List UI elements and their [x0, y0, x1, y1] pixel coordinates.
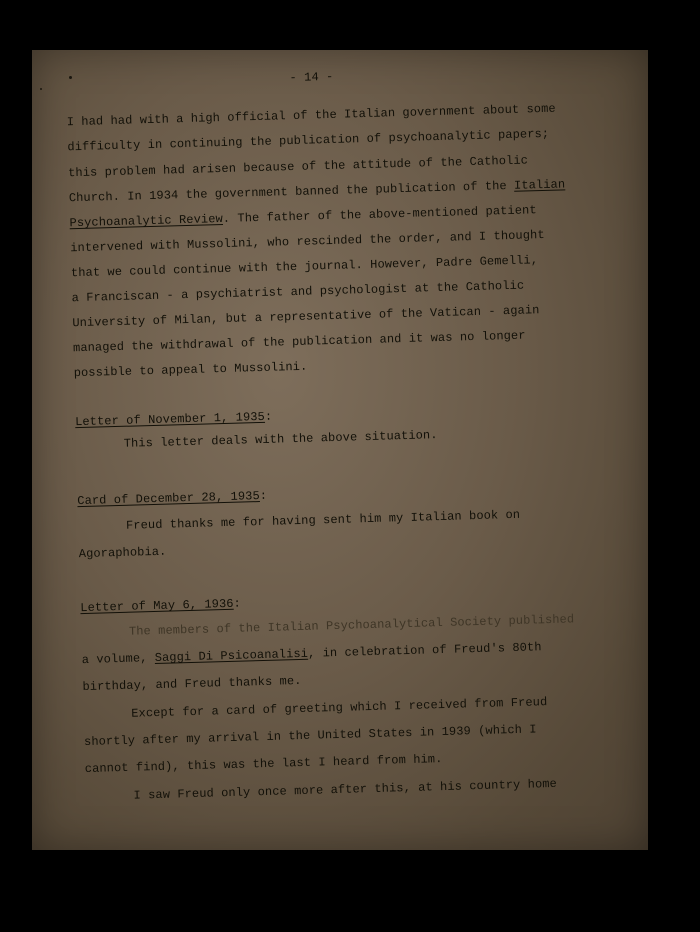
section-text: This letter deals with the above situation. — [123, 428, 438, 451]
paragraph-line: Church. In 1934 the government banned the publication of the Italian — [68, 177, 566, 206]
page-number: - 14 - — [289, 69, 334, 86]
section-heading: Letter of May 6, 1936: — [80, 596, 242, 616]
paragraph-line: that we could continue with the journal. However, Padre Gemelli, — [70, 253, 539, 281]
paragraph-line: I had had with a high official of the Italian government about some — [66, 101, 556, 130]
section-heading: Card of December 28, 1935: — [77, 488, 268, 509]
section-text: birthday, and Freud thanks me. — [82, 673, 302, 695]
paragraph-line: University of Milan, but a representative of the Vatican - again — [72, 303, 540, 331]
paragraph-line: this problem had arisen because of the attitude of the Catholic — [67, 153, 529, 181]
paragraph-line: difficulty in continuing the publication of psychoanalytic papers; — [67, 126, 550, 155]
section-text: Agoraphobia. — [78, 544, 167, 562]
section-text: The members of the Italian Psychoanalytical Society published — [128, 612, 575, 639]
paragraph-line: intervened with Mussolini, who rescinded the order, and I thought — [70, 227, 545, 256]
journal-title-part2: Psychoanalytic Review — [69, 211, 224, 231]
document-page — [32, 50, 648, 850]
section-text: cannot find), this was the last I heard from him. — [84, 752, 443, 777]
section-text: I saw Freud only once more after this, at his country home — [133, 776, 558, 803]
paragraph-line: a Franciscan - a psychiatrist and psychologist at the Catholic — [71, 278, 525, 306]
section-text: a volume, Saggi Di Psicoanalisi, in celebration of Freud's 80th — [81, 640, 542, 668]
paragraph-line: Psychoanalytic Review. The father of the above-mentioned patient — [69, 203, 537, 231]
section-text: Freud thanks me for having sent him my Italian book on — [125, 507, 521, 533]
section-text: Except for a card of greeting which I received from Freud — [131, 695, 548, 721]
section-text: shortly after my arrival in the United States in 1939 (which I — [83, 722, 537, 750]
paragraph-line: possible to appeal to Mussolini. — [73, 359, 308, 381]
book-title: Saggi Di Psicoanalisi — [154, 646, 309, 666]
paragraph-line: managed the withdrawal of the publication and it was no longer — [72, 328, 526, 356]
typed-text-block — [32, 50, 648, 850]
journal-title-part1: Italian — [513, 177, 566, 193]
section-heading: Letter of November 1, 1935: — [74, 409, 273, 430]
